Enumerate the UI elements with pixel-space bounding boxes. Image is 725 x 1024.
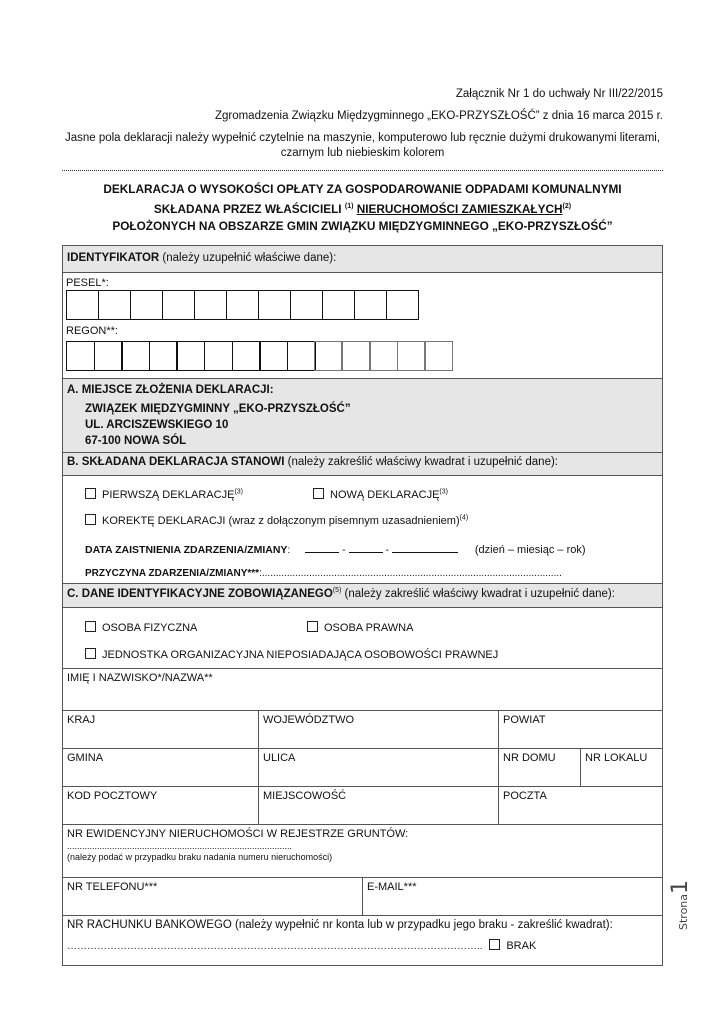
footnote-ref: (3)	[439, 488, 448, 496]
land-register-field[interactable]	[62, 824, 663, 878]
pesel-digit-box[interactable]	[322, 290, 355, 320]
section-title: C. DANE IDENTYFIKACYJNE ZOBOWIĄZANEGO	[67, 587, 333, 600]
field-label: E-MAIL***	[367, 881, 417, 893]
checkbox[interactable]	[313, 488, 324, 499]
regon-digit-box[interactable]	[94, 341, 123, 371]
section-title: IDENTYFIKATOR	[67, 252, 160, 264]
land-register-dots[interactable]: ..........................................................................................	[67, 841, 293, 851]
title-line-3: POŁOŻONYCH NA OBSZARZE GMIN ZWIĄZKU MIĘDZYGMINNEGO „EKO-PRZYSZŁOŚĆ”	[112, 218, 613, 233]
option-label: NOWĄ DEKLARACJĘ	[330, 489, 440, 501]
field-label: NR EWIDENCYJNY NIERUCHOMOŚCI W REJESTRZE GRUNTÓW:	[67, 828, 409, 840]
year-field[interactable]	[392, 542, 458, 553]
pesel-digit-box[interactable]	[66, 290, 99, 320]
instructions: Jasne pola deklaracji należy wypełnić czytelnie na maszynie, komputerowo lub ręcznie dużymi drukowanymi literami, czarnym lub niebieskim kolorem	[64, 132, 661, 159]
regon-digit-box[interactable]	[204, 341, 233, 371]
voivodeship-field[interactable]	[258, 710, 499, 749]
option-organizational-unit[interactable]	[85, 648, 498, 661]
section-note: (należy zakreślić właściwy kwadrat i uzupełnić dane):	[284, 456, 558, 468]
field-label: IMIĘ I NAZWISKO*/NAZWA**	[67, 672, 213, 684]
commune-field[interactable]	[62, 748, 259, 787]
field-label: ULICA	[263, 752, 296, 764]
pesel-digit-box[interactable]	[98, 290, 131, 320]
email-field[interactable]	[362, 877, 663, 916]
pesel-digit-box[interactable]	[162, 290, 195, 320]
title-part: SKŁADANA PRZEZ WŁAŚCICIELI	[153, 201, 342, 216]
option-label: JEDNOSTKA ORGANIZACYJNA NIEPOSIADAJĄCA OSOBOWOŚCI PRAWNEJ	[102, 649, 499, 661]
title-line-1: DEKLARACJA O WYSOKOŚCI OPŁATY ZA GOSPODAROWANIE ODPADAMI KOMUNALNYMI	[103, 182, 622, 196]
footnote-ref: (4)	[459, 514, 469, 522]
pesel-digit-box[interactable]	[290, 290, 323, 320]
name-field[interactable]	[62, 668, 663, 711]
footnote-ref: (2)	[562, 203, 572, 210]
regon-label: REGON**:	[66, 325, 118, 337]
regon-digit-box[interactable]	[342, 341, 370, 371]
page-label: Strona	[677, 893, 690, 930]
section-b-header	[62, 452, 663, 476]
regon-digit-box[interactable]	[232, 341, 261, 371]
regon-digit-box[interactable]	[287, 341, 316, 371]
post-office-field[interactable]	[498, 786, 663, 825]
field-label: GMINA	[67, 752, 104, 764]
identifier-header	[62, 245, 663, 273]
no-account-label: BRAK	[506, 940, 537, 952]
footnote-ref: (3)	[234, 488, 244, 496]
regon-digit-box[interactable]	[121, 341, 150, 371]
field-label: NR RACHUNKU BANKOWEGO (należy wypełnić nr konta lub w przypadku jego braku - zakreślić kwadrat):	[67, 919, 613, 931]
option-new-declaration[interactable]	[313, 488, 448, 501]
field-label: NR LOKALU	[585, 752, 648, 764]
bank-account-field[interactable]	[62, 915, 663, 966]
city-field[interactable]	[258, 786, 499, 825]
option-first-declaration[interactable]	[85, 488, 243, 501]
postal-code-field[interactable]	[62, 786, 259, 825]
section-b-body	[62, 475, 663, 584]
regon-digit-box[interactable]	[259, 341, 288, 371]
section-a	[62, 378, 663, 453]
pesel-digit-box[interactable]	[258, 290, 291, 320]
field-label: NR DOMU	[503, 752, 556, 764]
dotted-divider	[62, 170, 663, 171]
bank-account-dots[interactable]: ……………………………………………………………………………………………………………..	[67, 941, 483, 952]
option-label: PIERWSZĄ DEKLARACJĘ	[102, 489, 235, 501]
pesel-digit-box[interactable]	[194, 290, 227, 320]
house-number-field[interactable]	[498, 748, 581, 787]
regon-digit-box[interactable]	[397, 341, 425, 371]
checkbox[interactable]	[85, 648, 96, 659]
checkbox[interactable]	[307, 621, 318, 632]
regon-digit-box[interactable]	[66, 341, 95, 371]
bank-account-row	[67, 939, 658, 952]
section-a-title: A. MIEJSCE ZŁOŻENIA DEKLARACJI:	[67, 384, 274, 396]
option-label: OSOBA FIZYCZNA	[102, 622, 198, 634]
field-label: WOJEWÓDZTWO	[263, 714, 355, 726]
option-natural-person[interactable]	[85, 621, 197, 634]
street-field[interactable]	[258, 748, 499, 787]
month-field[interactable]	[349, 542, 383, 553]
title-line-2	[62, 198, 663, 218]
checkbox[interactable]	[85, 621, 96, 632]
reason-field[interactable]: :............................................................................................................	[259, 568, 562, 579]
checkbox[interactable]	[85, 488, 96, 499]
section-c-body	[62, 607, 663, 669]
page-number-value: 1	[668, 879, 693, 894]
field-label: NR TELEFONU***	[67, 881, 158, 893]
annex-line: Załącznik Nr 1 do uchwały Nr III/22/2015	[455, 88, 663, 100]
field-label: MIEJSCOWOŚĆ	[263, 790, 347, 802]
section-note: (należy uzupełnić właściwe dane):	[159, 252, 337, 264]
address-line: 67-100 NOWA SÓL	[85, 435, 187, 447]
day-field[interactable]	[305, 542, 339, 553]
checkbox[interactable]	[85, 514, 96, 525]
title-underlined: NIERUCHOMOŚCI ZAMIESZKAŁYCH	[356, 201, 563, 216]
address-line: UL. ARCISZEWSKIEGO 10	[85, 419, 229, 431]
section-title: B. SKŁADANA DEKLARACJA STANOWI	[67, 456, 285, 468]
phone-field[interactable]	[62, 877, 363, 916]
date-hint: (dzień – miesiąc – rok)	[474, 544, 586, 556]
submission-address	[85, 401, 658, 449]
date-label: DATA ZAISTNIENIA ZDARZENIA/ZMIANY	[85, 544, 288, 556]
field-label: KRAJ	[67, 714, 96, 726]
field-note: (należy podać w przypadku braku nadania numeru nieruchomości)	[67, 852, 333, 862]
pesel-label: PESEL*:	[66, 277, 109, 289]
reason-row[interactable]	[85, 568, 562, 579]
pesel-digit-box[interactable]	[386, 290, 419, 320]
assembly-line: Zgromadzenia Związku Międzygminnego „EKO-PRZYSZŁOŚĆ” z dnia 16 marca 2015 r.	[214, 110, 663, 122]
no-account-checkbox[interactable]	[489, 939, 500, 950]
regon-digit-box[interactable]	[425, 341, 453, 371]
section-note: (należy zakreślić właściwy kwadrat i uzupełnić dane):	[341, 587, 615, 600]
pesel-digit-box[interactable]	[226, 290, 259, 320]
field-label: POWIAT	[503, 714, 546, 726]
reason-label: PRZYCZYNA ZDARZENIA/ZMIANY***	[85, 568, 260, 579]
footnote-ref: (1)	[344, 203, 354, 210]
regon-digit-box[interactable]	[176, 341, 205, 371]
apartment-number-field[interactable]	[580, 748, 663, 787]
country-field[interactable]	[62, 710, 259, 749]
field-label: KOD POCZTOWY	[67, 790, 158, 802]
regon-digit-box[interactable]	[149, 341, 178, 371]
address-line: ZWIĄZEK MIĘDZYGMINNY „EKO-PRZYSZŁOŚĆ”	[85, 403, 351, 415]
option-label: OSOBA PRAWNA	[324, 622, 414, 634]
option-legal-person[interactable]	[307, 621, 413, 634]
field-label: POCZTA	[503, 790, 547, 802]
document-title	[62, 181, 663, 235]
county-field[interactable]	[498, 710, 663, 749]
option-label: KOREKTĘ DEKLARACJI	[102, 515, 226, 527]
regon-digit-box[interactable]	[314, 341, 342, 371]
footnote-ref: (5)	[332, 587, 342, 594]
event-date-row: DATA ZAISTNIENIA ZDARZENIA/ZMIANY: - - (dzień – miesiąc – rok)	[85, 544, 586, 556]
pesel-digit-box[interactable]	[130, 290, 163, 320]
section-c-header	[62, 583, 663, 608]
regon-digit-box[interactable]	[370, 341, 398, 371]
option-note: (wraz z dołączonym pisemnym uzasadnieniem)	[225, 515, 460, 527]
option-correction[interactable]	[85, 514, 468, 527]
pesel-digit-box[interactable]	[354, 290, 387, 320]
page-number	[668, 880, 693, 930]
